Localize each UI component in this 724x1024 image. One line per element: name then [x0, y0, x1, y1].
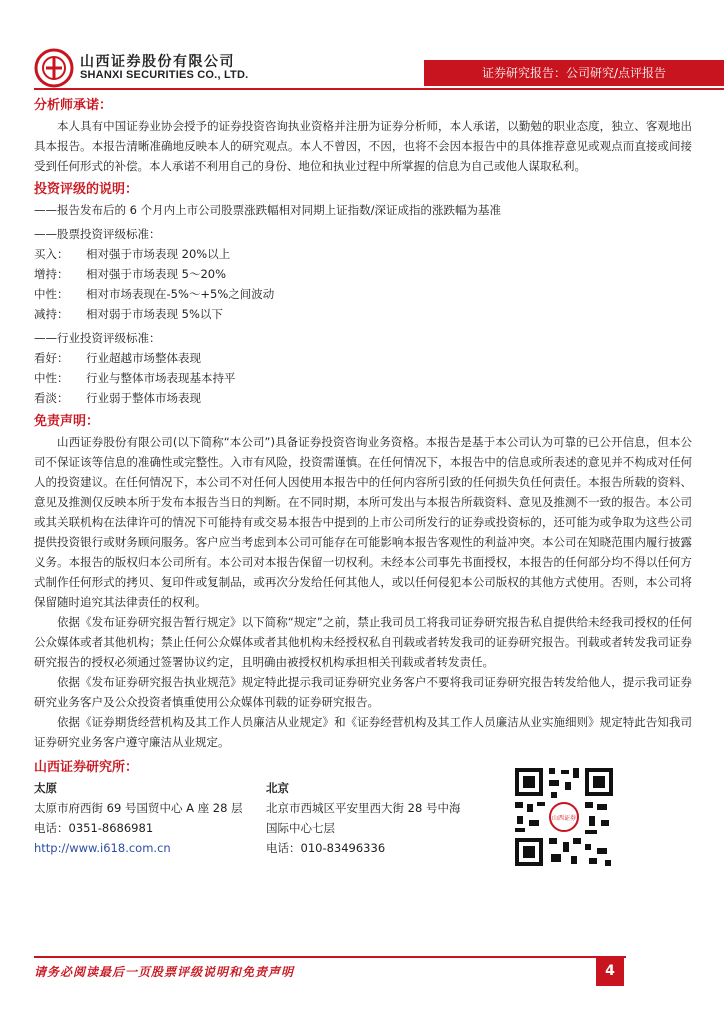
rating-label: 中性： [34, 371, 69, 385]
rating-desc: 行业与整体市场表现基本持平 [86, 371, 236, 385]
rating-label: 看好： [34, 351, 69, 365]
industry-rating-header: ——行业投资评级标准： [34, 331, 161, 345]
company-logo-icon [34, 48, 74, 88]
rating-title: 投资评级的说明： [34, 182, 139, 197]
rating-desc: 相对市场表现在-5%～+5%之间波动 [86, 287, 275, 301]
stock-rating-row [34, 244, 692, 264]
rating-desc: 相对弱于市场表现 5%以下 [86, 307, 223, 321]
industry-rating-row [34, 348, 692, 368]
institute-contacts [34, 778, 692, 868]
report-type-banner: 证券研究报告：公司研究/点评报告 [424, 60, 724, 86]
stock-rating-row [34, 264, 692, 284]
rating-label: 买入： [34, 247, 69, 261]
rating-desc: 相对强于市场表现 20%以上 [86, 247, 231, 261]
company-name-en: SHANXI SECURITIES CO., LTD. [80, 69, 249, 81]
qr-code-icon [511, 764, 617, 870]
stock-rating-row [34, 304, 692, 324]
rating-desc: 行业弱于整体市场表现 [86, 391, 201, 405]
stock-rating-header: ——股票投资评级标准： [34, 227, 161, 241]
footer-notice: 请务必阅读最后一页股票评级说明和免责声明 [34, 965, 295, 979]
office-address: 国际中心七层 [266, 821, 335, 835]
office-address: 北京市西城区平安里西大街 28 号中海 [266, 801, 461, 815]
industry-rating-row [34, 388, 692, 408]
industry-rating-row [34, 368, 692, 388]
beijing-office [266, 778, 486, 858]
disclaimer-paragraph: 依据《发布证券研究报告暂行规定》以下简称“规定”之前，禁止我司员工将我司证券研究报告私自提供给未经我司授权的任何公众媒体或者其他机构；禁止任何公众媒体或者其他机构未经授权私自刊载或者转发我司的证券研究报告。刊载或者转发我司证券研究报告的授权必须通过签署协议约定，且明确由被授权机构承担相关刊载或者转发责任。 [34, 615, 692, 669]
institute-title: 山西证券研究所： [34, 760, 139, 775]
rating-intro: ——报告发布后的 6 个月内上市公司股票涨跌幅相对同期上证指数/深证成指的涨跌幅为基准 [34, 203, 501, 217]
office-address: 太原市府西街 69 号国贸中心 A 座 28 层 [34, 801, 243, 815]
rating-desc: 行业超越市场整体表现 [86, 351, 201, 365]
office-phone: 电话：0351-8686981 [34, 821, 154, 835]
analyst-commitment-text: 本人具有中国证券业协会授予的证券投资咨询执业资格并注册为证券分析师，本人承诺，以勤勉的职业态度，独立、客观地出具本报告。本报告清晰准确地反映本人的研究观点。本人不曾因，不因，也将不会因本报告中的具体推荐意见或观点而直接或间接受到任何形式的补偿。本人承诺不利用自己的身份、地位和执业过程中所掌握的信息为自己或他人谋取私利。 [34, 119, 692, 173]
disclaimer-paragraph: 依据《发布证券研究报告执业规范》规定特此提示我司证券研究业务客户不要将我司证券研究报告转发给他人，提示我司证券研究业务客户及公众投资者慎重使用公众媒体刊载的证券研究报告。 [34, 675, 692, 709]
disclaimer-paragraph: 山西证券股份有限公司(以下简称“本公司”)具备证券投资咨询业务资格。本报告是基于本公司认为可靠的已公开信息，但本公司不保证该等信息的准确性或完整性。入市有风险，投资需谨慎。在任何情况下，本报告中的信息或所表述的意见并不构成对任何人的投资建议。在任何情况下，本公司不对任何人因使用本报告中的任何内容所引致的任何损失负任何责任。本报告所载的资料、意见及推测仅反映本所于发布本报告当日的判断。在不同时期，本所可发出与本报告所载资料、意见及推测不一致的报告。本公司或其关联机构在法律许可的情况下可能持有或交易本报告中提到的上市公司所发行的证券或投资标的，还可能为或争取为这些公司提供投资银行或财务顾问服务。客户应当考虑到本公司可能存在可能影响本报告客观性的利益冲突。本公司在知晓范围内履行披露义务。本报告的版权归本公司所有。本公司对本报告保留一切权利。未经本公司事先书面授权，本报告的任何部分均不得以任何方式制作任何形式的拷贝、复印件或复制品，或再次分发给任何其他人，或以任何侵犯本公司版权的其他方式使用。否则，本公司将保留随时追究其法律责任的权利。 [34, 435, 692, 609]
rating-label: 看淡： [34, 391, 69, 405]
rating-label: 减持： [34, 307, 69, 321]
disclaimer-paragraph: 依据《证券期货经营机构及其工作人员廉洁从业规定》和《证券经营机构及其工作人员廉洁从业实施细则》规定特此告知我司证券研究业务客户遵守廉洁从业规定。 [34, 715, 692, 749]
office-phone: 电话：010-83496336 [266, 841, 386, 855]
taiyuan-office [34, 778, 264, 858]
website-link[interactable]: http://www.i618.com.cn [34, 841, 171, 855]
header-divider [34, 88, 724, 90]
page-content [34, 96, 692, 868]
company-name-cn: 山西证券股份有限公司 [80, 54, 235, 70]
rating-label: 增持： [34, 267, 69, 281]
office-city: 太原 [34, 781, 57, 795]
rating-desc: 相对强于市场表现 5～20% [86, 267, 227, 281]
office-city: 北京 [266, 781, 289, 795]
qr-center-label: 山西证券 [551, 815, 577, 822]
analyst-commitment-title: 分析师承诺： [34, 98, 113, 113]
stock-rating-row [34, 284, 692, 304]
rating-label: 中性： [34, 287, 69, 301]
page-number: 4 [596, 956, 624, 986]
disclaimer-title: 免责声明： [34, 414, 100, 429]
